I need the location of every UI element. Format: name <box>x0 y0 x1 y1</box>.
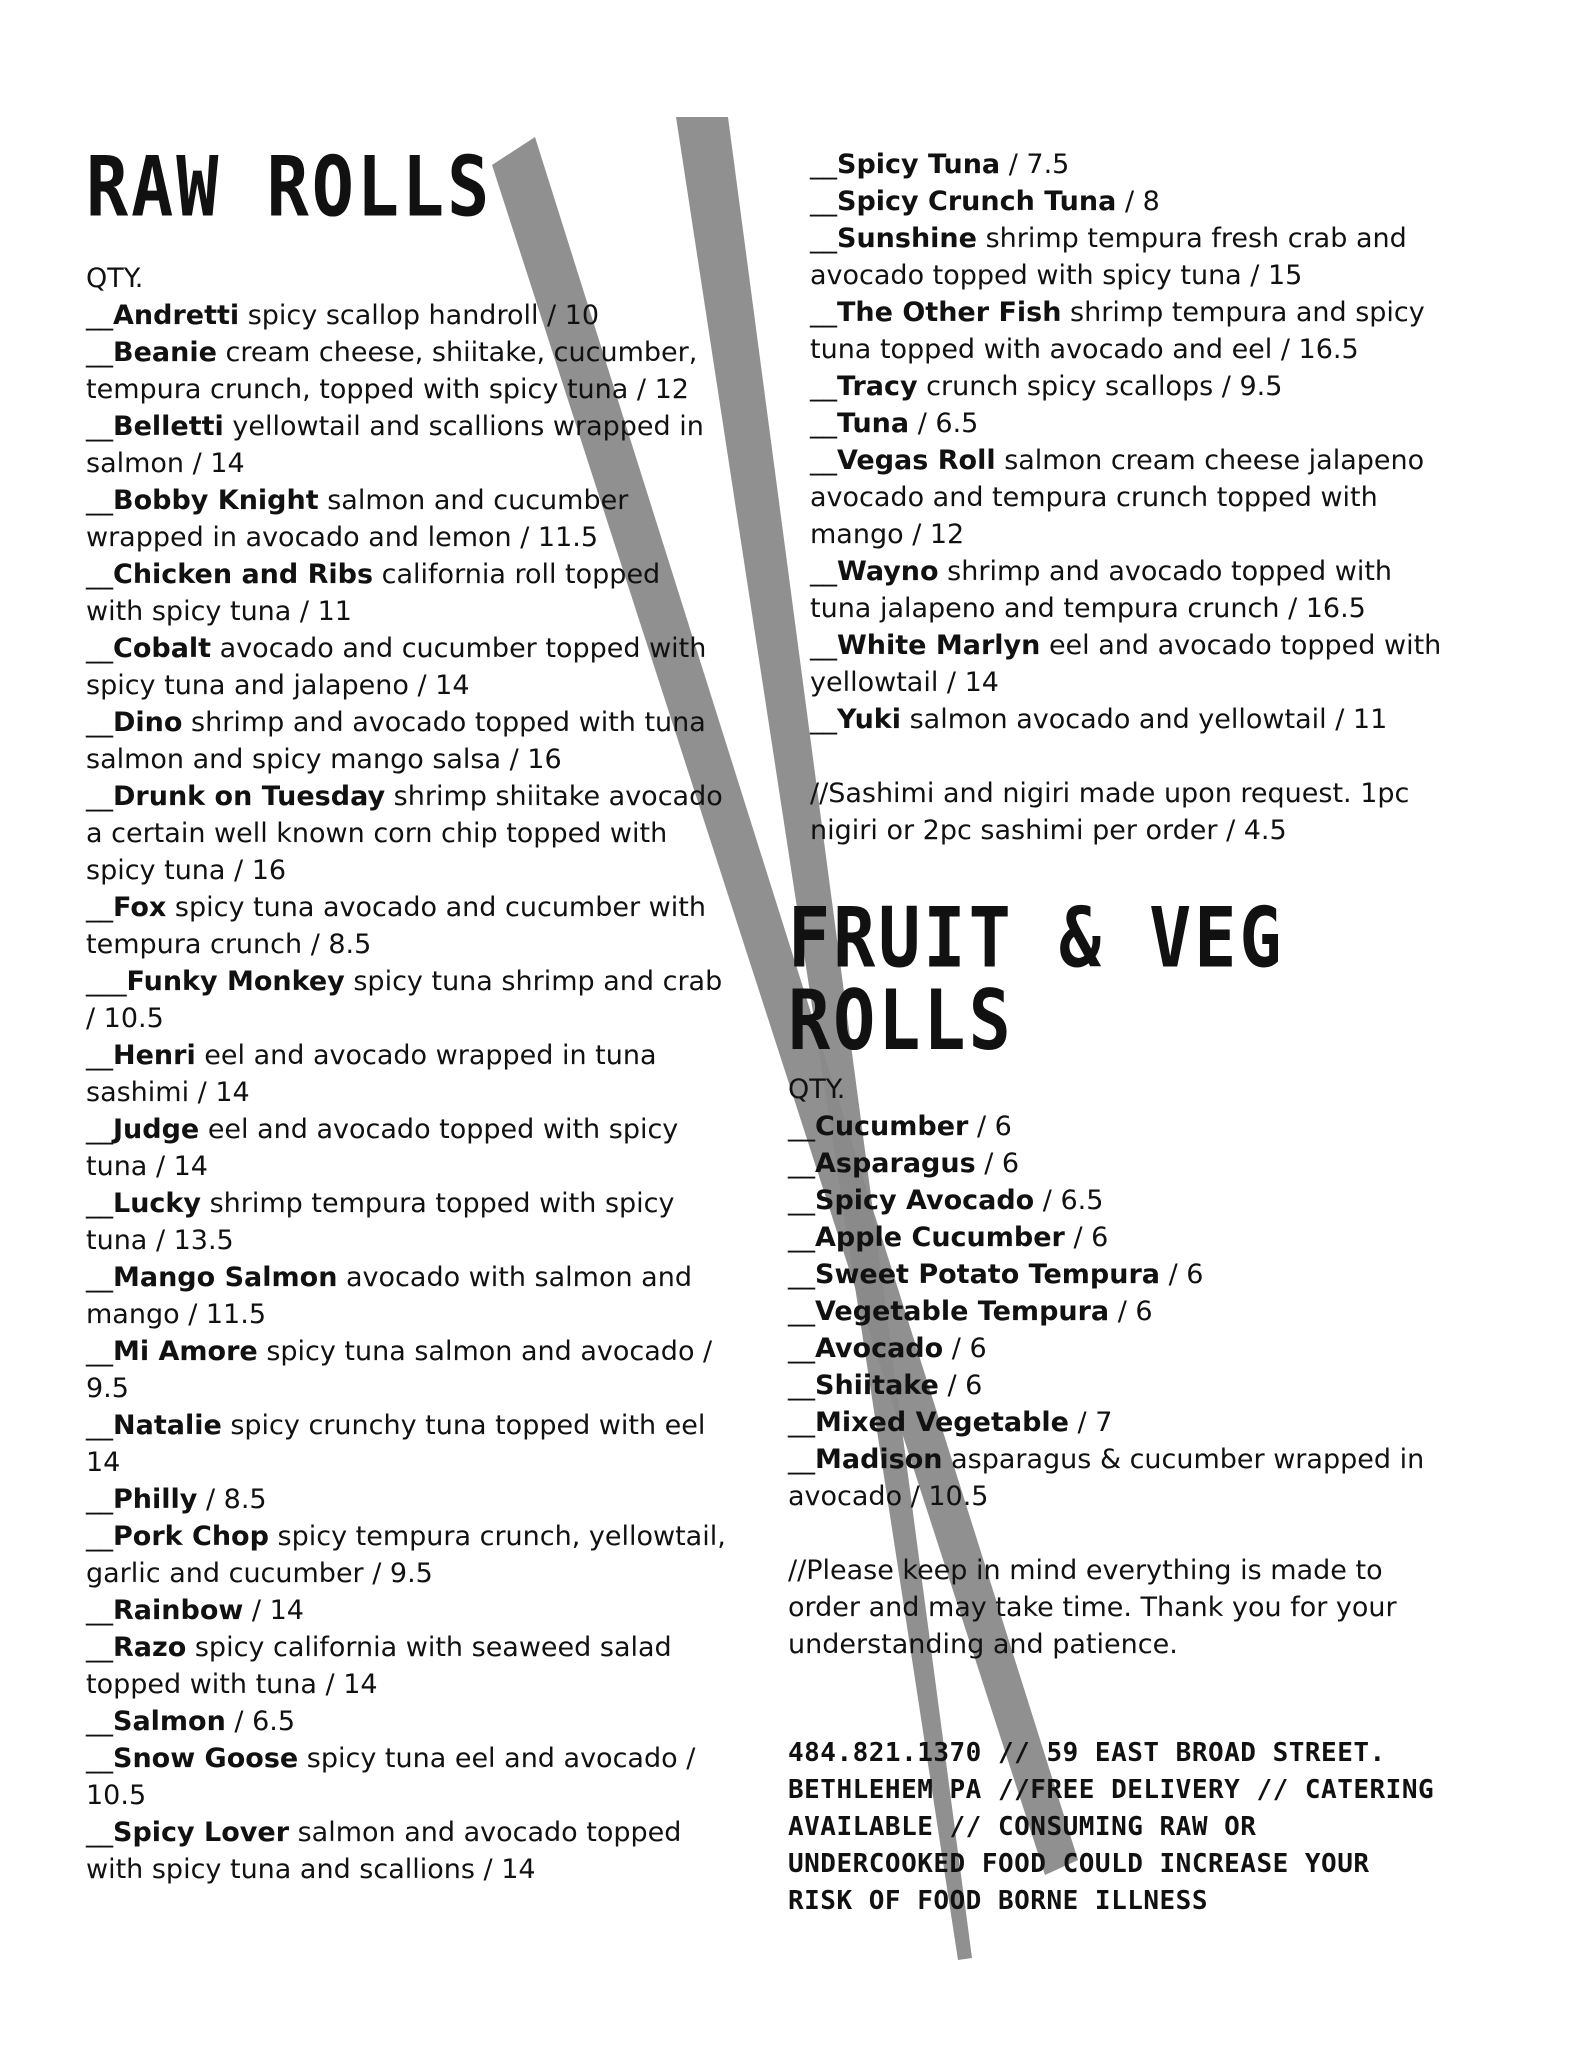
item-name: Mango Salmon <box>113 1262 338 1293</box>
item-description: spicy tuna avocado and cucumber with tempura crunch / 8.5 <box>86 892 706 960</box>
item-description: spicy tempura crunch, yellowtail, garlic and cucumber / 9.5 <box>86 1521 726 1589</box>
item-name: Spicy Tuna <box>837 149 1001 180</box>
menu-item <box>86 556 726 630</box>
right-column <box>788 146 1468 1920</box>
menu-item <box>86 1481 726 1518</box>
item-description: / 6 <box>1109 1296 1153 1327</box>
item-description: shrimp shiitake avocado a certain well known corn chip topped with spicy tuna / 16 <box>86 781 723 886</box>
qty-blank: __ <box>86 1336 113 1367</box>
menu-item <box>86 1740 726 1814</box>
item-description: eel and avocado topped with spicy tuna / 14 <box>86 1114 679 1182</box>
qty-blank: __ <box>810 223 837 254</box>
item-name: Vegas Roll <box>837 445 996 476</box>
item-description: shrimp and avocado topped with tuna jalapeno and tempura crunch / 16.5 <box>810 556 1393 624</box>
fruit-veg-rolls-heading: FRUIT & VEG ROLLS <box>788 889 1285 1070</box>
item-name: Salmon <box>113 1706 226 1737</box>
item-name: Sunshine <box>837 223 977 254</box>
qty-blank: __ <box>86 1521 113 1552</box>
fruit-veg-rolls-list <box>788 1108 1448 1515</box>
qty-blank: __ <box>788 1222 815 1253</box>
menu-item <box>788 1441 1448 1515</box>
qty-blank: __ <box>86 300 113 331</box>
item-description: shrimp tempura fresh crab and avocado topped with spicy tuna / 15 <box>810 223 1407 291</box>
item-description: / 6 <box>938 1370 983 1401</box>
qty-blank: __ <box>788 1444 815 1475</box>
item-name: Belletti <box>113 411 224 442</box>
item-name: Vegetable Tempura <box>815 1296 1110 1327</box>
menu-item <box>788 1108 1448 1145</box>
qty-blank: __ <box>810 371 837 402</box>
qty-blank: __ <box>86 1410 113 1441</box>
menu-item <box>86 1037 726 1111</box>
item-name: Beanie <box>113 337 217 368</box>
qty-blank: __ <box>810 186 837 217</box>
qty-blank: __ <box>86 1114 113 1145</box>
menu-item <box>788 1256 1448 1293</box>
item-description: / 8.5 <box>197 1484 267 1515</box>
menu-item <box>86 778 726 889</box>
qty-blank: __ <box>86 337 113 368</box>
item-name: Lucky <box>113 1188 201 1219</box>
qty-blank: __ <box>788 1333 815 1364</box>
menu-item <box>810 146 1450 183</box>
item-name: Dino <box>113 707 183 738</box>
qty-blank: __ <box>788 1185 815 1216</box>
qty-blank: __ <box>810 445 837 476</box>
qty-blank: __ <box>86 892 113 923</box>
item-name: Sweet Potato Tempura <box>815 1259 1161 1290</box>
menu-item <box>788 1219 1448 1256</box>
menu-item <box>788 1330 1448 1367</box>
menu-item <box>86 1518 726 1592</box>
item-description: spicy tuna shrimp and crab / 10.5 <box>86 966 723 1034</box>
item-name: Funky Monkey <box>126 966 345 997</box>
item-name: Snow Goose <box>113 1743 299 1774</box>
menu-item <box>86 1333 726 1407</box>
qty-label: QTY. <box>86 263 144 294</box>
item-name: Mixed Vegetable <box>815 1407 1069 1438</box>
item-name: Tuna <box>837 408 910 439</box>
qty-blank: __ <box>788 1407 815 1438</box>
item-name: Wayno <box>837 556 939 587</box>
item-description: / 7.5 <box>1000 149 1070 180</box>
qty-blank: ___ <box>86 966 127 997</box>
menu-item <box>810 183 1450 220</box>
item-description: crunch spicy scallops / 9.5 <box>917 371 1283 402</box>
item-name: Judge <box>113 1114 200 1145</box>
item-description: avocado with salmon and mango / 11.5 <box>86 1262 692 1330</box>
item-description: / 6.5 <box>1034 1185 1104 1216</box>
item-name: Cucumber <box>815 1111 969 1142</box>
item-name: Razo <box>113 1632 187 1663</box>
item-description: / 6 <box>968 1111 1012 1142</box>
item-name: Spicy Lover <box>113 1817 290 1848</box>
item-description: salmon and cucumber wrapped in avocado and lemon / 11.5 <box>86 485 629 553</box>
menu-item <box>810 701 1450 738</box>
qty-blank: __ <box>86 1595 113 1626</box>
qty-blank: __ <box>788 1111 815 1142</box>
item-name: Pork Chop <box>113 1521 269 1552</box>
item-description: spicy tuna eel and avocado / 10.5 <box>86 1743 696 1811</box>
qty-blank: __ <box>810 556 837 587</box>
order-note: //Please keep in mind everything is made to order and may take time. Thank you for your understanding and patience. <box>788 1555 1397 1660</box>
menu-item <box>86 1703 726 1740</box>
menu-item <box>86 334 726 408</box>
qty-blank: __ <box>86 411 113 442</box>
qty-blank: __ <box>788 1370 815 1401</box>
qty-blank: __ <box>810 704 837 735</box>
item-description: salmon cream cheese jalapeno avocado and tempura crunch topped with mango / 12 <box>810 445 1425 550</box>
raw-rolls-continued-list <box>810 146 1450 738</box>
qty-blank: __ <box>86 633 113 664</box>
item-description: / 6.5 <box>909 408 979 439</box>
item-name: Rainbow <box>113 1595 244 1626</box>
item-name: Asparagus <box>815 1148 976 1179</box>
item-description: spicy tuna salmon and avocado / 9.5 <box>86 1336 713 1404</box>
item-description: spicy crunchy tuna topped with eel 14 <box>86 1410 706 1478</box>
menu-item <box>86 1185 726 1259</box>
item-name: Drunk on Tuesday <box>113 781 386 812</box>
item-description: eel and avocado topped with yellowtail / 14 <box>810 630 1442 698</box>
item-description: / 6 <box>975 1148 1020 1179</box>
item-description: / 6 <box>1064 1222 1109 1253</box>
item-description: / 8 <box>1116 186 1160 217</box>
menu-item <box>86 1814 726 1888</box>
qty-blank: __ <box>86 1743 113 1774</box>
menu-item <box>810 294 1450 368</box>
qty-label: QTY. <box>788 1074 846 1105</box>
qty-blank: __ <box>86 1817 113 1848</box>
item-name: Mi Amore <box>113 1336 258 1367</box>
left-column <box>86 138 726 1888</box>
item-description: yellowtail and scallions wrapped in salmon / 14 <box>86 411 704 479</box>
qty-blank: __ <box>86 559 113 590</box>
menu-item <box>86 297 726 334</box>
item-name: Yuki <box>837 704 902 735</box>
menu-item <box>788 1145 1448 1182</box>
qty-blank: __ <box>86 1632 113 1663</box>
sashimi-note: //Sashimi and nigiri made upon request. 1pc nigiri or 2pc sashimi per order / 4.5 <box>810 778 1410 846</box>
qty-blank: __ <box>86 1484 113 1515</box>
item-name: Fox <box>113 892 167 923</box>
menu-item <box>810 442 1450 553</box>
item-name: The Other Fish <box>837 297 1062 328</box>
item-description: cream cheese, shiitake, cucumber, tempura crunch, topped with spicy tuna / 12 <box>86 337 698 405</box>
menu-item <box>86 704 726 778</box>
menu-item <box>86 1259 726 1333</box>
menu-item <box>86 889 726 963</box>
item-name: Philly <box>113 1484 198 1515</box>
menu-item <box>86 482 726 556</box>
menu-item <box>810 553 1450 627</box>
menu-item <box>788 1182 1448 1219</box>
raw-rolls-heading: RAW ROLLS <box>86 138 493 236</box>
item-description: spicy scallop handroll / 10 <box>239 300 600 331</box>
item-description: shrimp tempura topped with spicy tuna / 13.5 <box>86 1188 675 1256</box>
item-name: Andretti <box>113 300 240 331</box>
qty-blank: __ <box>86 707 113 738</box>
item-description: salmon and avocado topped with spicy tuna and scallions / 14 <box>86 1817 682 1885</box>
item-description: shrimp tempura and spicy tuna topped with avocado and eel / 16.5 <box>810 297 1425 365</box>
qty-blank: __ <box>86 485 113 516</box>
item-description: / 6 <box>1160 1259 1204 1290</box>
item-description: eel and avocado wrapped in tuna sashimi / 14 <box>86 1040 657 1108</box>
item-name: Spicy Avocado <box>815 1185 1035 1216</box>
qty-blank: __ <box>86 1706 113 1737</box>
item-name: Bobby Knight <box>113 485 319 516</box>
item-description: california roll topped with spicy tuna / 11 <box>86 559 661 627</box>
item-name: Cobalt <box>113 633 212 664</box>
qty-blank: __ <box>86 1040 113 1071</box>
contact-footer: 484.821.1370 // 59 EAST BROAD STREET. BETHLEHEM PA //FREE DELIVERY // CATERING AVAILABLE // CONSUMING RAW OR UNDERCOOKED FOOD COULD INCREASE YOUR RISK OF FOOD BORNE ILLNESS <box>788 1738 1435 1916</box>
item-name: Tracy <box>837 371 918 402</box>
item-description: avocado and cucumber topped with spicy tuna and jalapeno / 14 <box>86 633 707 701</box>
qty-blank: __ <box>810 408 837 439</box>
qty-blank: __ <box>86 1262 113 1293</box>
item-name: Henri <box>113 1040 196 1071</box>
menu-item <box>86 963 726 1037</box>
item-name: Avocado <box>815 1333 944 1364</box>
item-description: asparagus & cucumber wrapped in avocado / 10.5 <box>788 1444 1425 1512</box>
menu-item <box>86 1592 726 1629</box>
item-description: / 7 <box>1068 1407 1113 1438</box>
menu-item <box>86 1111 726 1185</box>
qty-blank: __ <box>810 149 837 180</box>
menu-item <box>810 220 1450 294</box>
qty-blank: __ <box>86 1188 113 1219</box>
item-description: salmon avocado and yellowtail / 11 <box>901 704 1388 735</box>
qty-blank: __ <box>810 297 837 328</box>
menu-item <box>810 368 1450 405</box>
qty-blank: __ <box>788 1296 815 1327</box>
item-name: Apple Cucumber <box>815 1222 1065 1253</box>
qty-blank: __ <box>86 781 113 812</box>
item-description: / 6.5 <box>225 1706 296 1737</box>
item-name: Chicken and Ribs <box>113 559 374 590</box>
menu-item <box>86 1629 726 1703</box>
item-description: spicy california with seaweed salad topped with tuna / 14 <box>86 1632 672 1700</box>
menu-item <box>86 630 726 704</box>
qty-blank: __ <box>788 1148 815 1179</box>
item-name: Madison <box>815 1444 943 1475</box>
menu-item <box>86 1407 726 1481</box>
item-name: Shiitake <box>815 1370 939 1401</box>
menu-item <box>788 1367 1448 1404</box>
menu-item <box>788 1404 1448 1441</box>
item-name: Natalie <box>113 1410 222 1441</box>
menu-item <box>810 405 1450 442</box>
qty-blank: __ <box>788 1259 815 1290</box>
item-name: White Marlyn <box>837 630 1041 661</box>
item-description: / 14 <box>243 1595 304 1626</box>
item-description: / 6 <box>943 1333 987 1364</box>
menu-item <box>810 627 1450 701</box>
item-name: Spicy Crunch Tuna <box>837 186 1117 217</box>
raw-rolls-list <box>86 297 726 1888</box>
qty-blank: __ <box>810 630 837 661</box>
item-description: shrimp and avocado topped with tuna salmon and spicy mango salsa / 16 <box>86 707 706 775</box>
menu-item <box>86 408 726 482</box>
menu-item <box>788 1293 1448 1330</box>
